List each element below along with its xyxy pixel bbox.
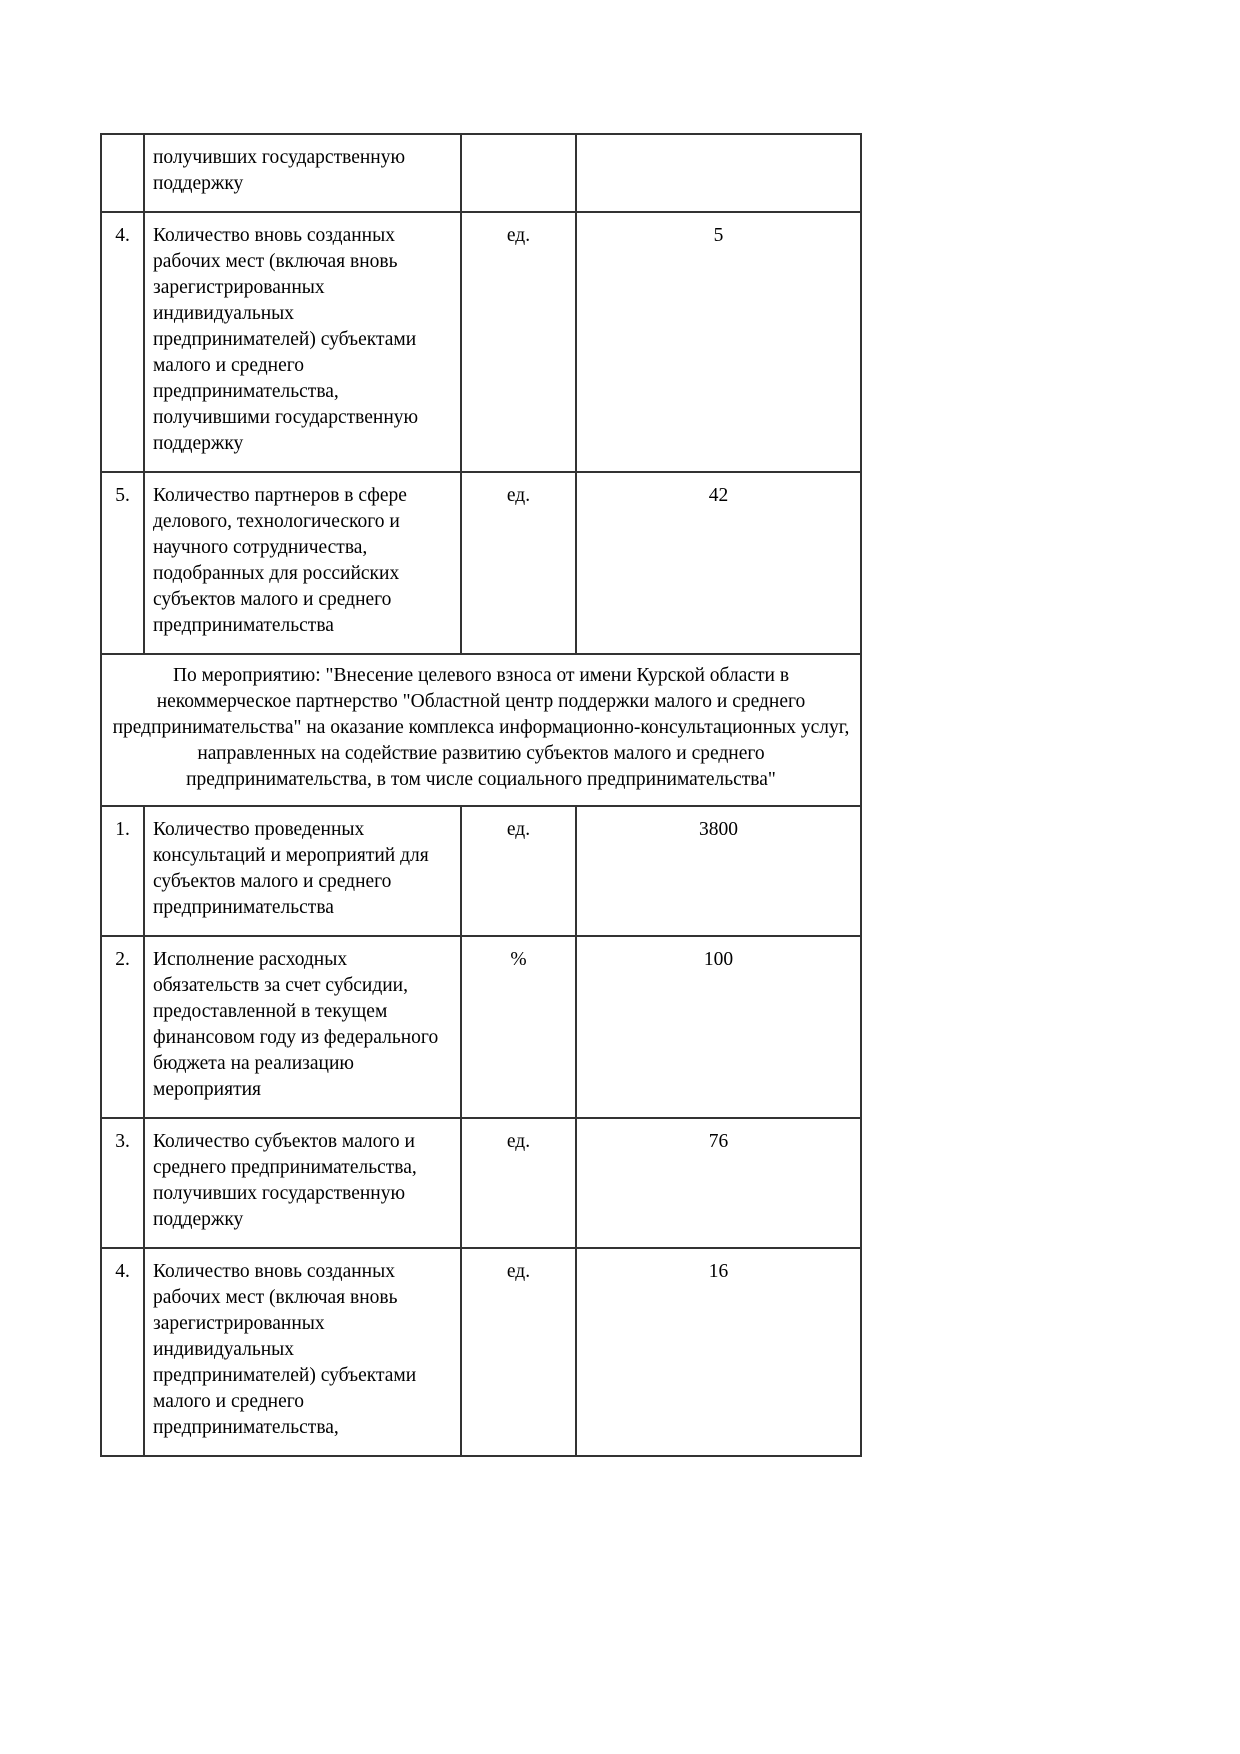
row-unit: ед.: [461, 1118, 576, 1248]
table-row-truncated: [101, 1248, 861, 1456]
row-number: 4.: [101, 1248, 144, 1456]
row-value: 5: [576, 212, 861, 472]
table-row: [101, 472, 861, 654]
row-value: 3800: [576, 806, 861, 936]
section-header-row: [101, 654, 861, 806]
row-unit: ед.: [461, 1248, 576, 1456]
row-indicator: Количество проведенных консультаций и мероприятий для субъектов малого и среднего предпринимательства: [144, 806, 461, 936]
row-indicator: Количество партнеров в сфере делового, технологического и научного сотрудничества, подобранных для российских субъектов малого и среднего предпринимательства: [144, 472, 461, 654]
row-value: 100: [576, 936, 861, 1118]
row-value: 16: [576, 1248, 861, 1456]
row-indicator: Исполнение расходных обязательств за счет субсидии, предоставленной в текущем финансовом году из федерального бюджета на реализацию мероприятия: [144, 936, 461, 1118]
row-value: 76: [576, 1118, 861, 1248]
row-unit: ед.: [461, 212, 576, 472]
row-value: 42: [576, 472, 861, 654]
row-indicator: Количество вновь созданных рабочих мест (включая вновь зарегистрированных индивидуальных предпринимателей) субъектами малого и среднего предпринимательства,: [144, 1248, 461, 1456]
row-unit: ед.: [461, 806, 576, 936]
table-row: [101, 936, 861, 1118]
row-unit: [461, 134, 576, 212]
table-row: [101, 212, 861, 472]
row-unit: ед.: [461, 472, 576, 654]
table-row-continuation: [101, 134, 861, 212]
row-number: 2.: [101, 936, 144, 1118]
section-header-text: По мероприятию: "Внесение целевого взноса от имени Курской области в некоммерческое партнерство "Областной центр поддержки малого и среднего предпринимательства" на оказание комплекса информационно-консультационных услуг, направленных на содействие развитию субъектов малого и среднего предпринимательства, в том числе социального предпринимательства": [101, 654, 861, 806]
row-number: [101, 134, 144, 212]
table-row: [101, 806, 861, 936]
row-unit: %: [461, 936, 576, 1118]
row-number: 1.: [101, 806, 144, 936]
row-number: 3.: [101, 1118, 144, 1248]
row-number: 4.: [101, 212, 144, 472]
indicators-table: [100, 133, 862, 1457]
row-value: [576, 134, 861, 212]
row-indicator: получивших государственную поддержку: [144, 134, 461, 212]
row-indicator: Количество субъектов малого и среднего предпринимательства, получивших государственную поддержку: [144, 1118, 461, 1248]
row-indicator: Количество вновь созданных рабочих мест (включая вновь зарегистрированных индивидуальных предпринимателей) субъектами малого и среднего предпринимательства, получившими государственную поддержку: [144, 212, 461, 472]
row-number: 5.: [101, 472, 144, 654]
table-row: [101, 1118, 861, 1248]
